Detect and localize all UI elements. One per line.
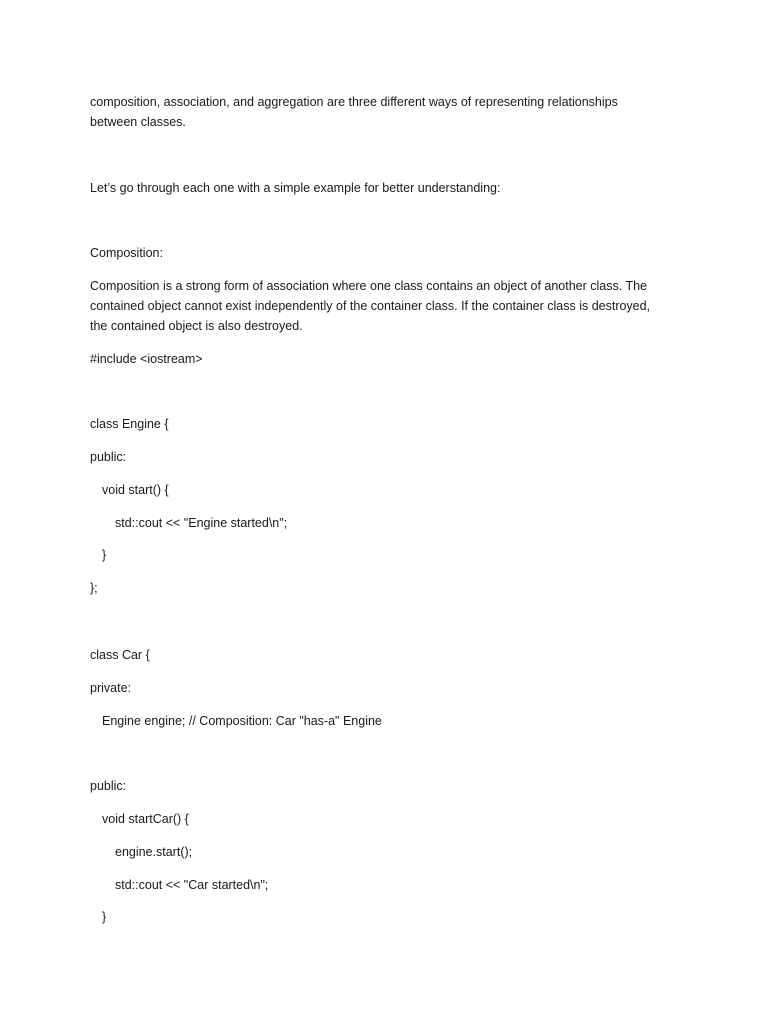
code-line: public: [90, 450, 127, 464]
paragraph-line-3: the contained object is also destroyed. [90, 319, 303, 333]
intro-line-1: composition, association, and aggregation are three different ways of representing relationships [90, 95, 618, 109]
section-heading: Composition: [90, 246, 163, 260]
paragraph-line-2: contained object cannot exist independently of the container class. If the container class is destroyed, [90, 299, 651, 313]
code-line: public: [90, 779, 127, 793]
intro-line-2: between classes. [90, 115, 186, 129]
code-line: } [102, 910, 107, 924]
paragraph-line-1: Composition is a strong form of association where one class contains an object of another class. The [90, 279, 648, 293]
lead-text: Let’s go through each one with a simple example for better understanding: [90, 181, 501, 195]
code-line: } [102, 548, 107, 562]
code-line: void start() { [102, 483, 169, 497]
code-line: Engine engine; // Composition: Car "has-a" Engine [102, 714, 382, 728]
code-line: }; [90, 581, 98, 595]
code-line: std::cout << "Car started\n"; [115, 878, 269, 892]
code-line: private: [90, 681, 131, 695]
code-line: class Car { [90, 648, 150, 662]
code-line: void startCar() { [102, 812, 189, 826]
code-line: #include <iostream> [90, 352, 203, 366]
code-line: std::cout << "Engine started\n"; [115, 516, 288, 530]
code-line: engine.start(); [115, 845, 193, 859]
code-line: class Engine { [90, 417, 169, 431]
